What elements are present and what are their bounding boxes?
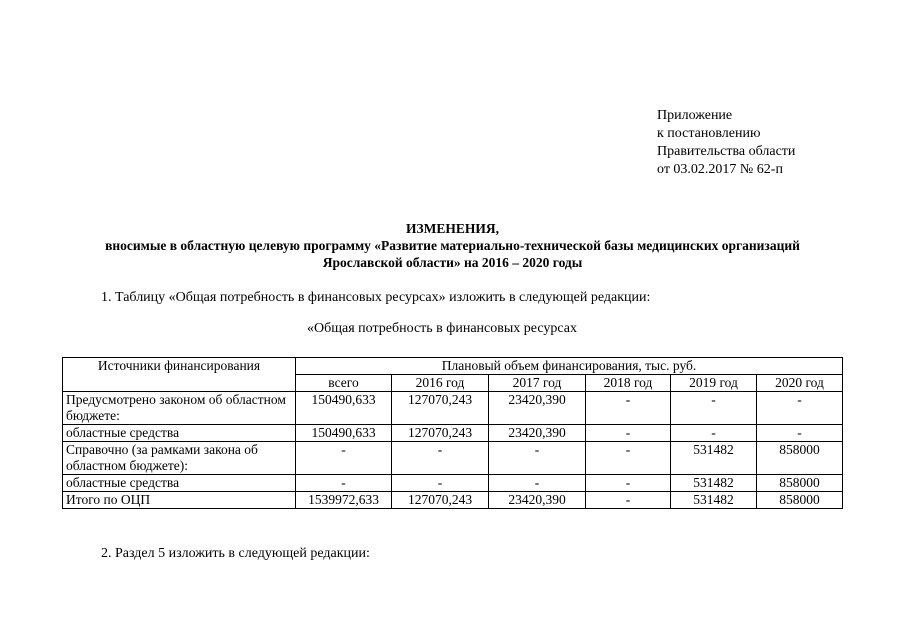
title-line: вносимые в областную целевую программу «Развитие материально-технической базы медицинских организаций bbox=[105, 238, 800, 253]
column-header: 2016 год bbox=[392, 375, 489, 392]
cell-value: - bbox=[757, 425, 843, 442]
cell-value: - bbox=[757, 392, 843, 425]
cell-value: 127070,243 bbox=[392, 392, 489, 425]
cell-value: 1539972,633 bbox=[296, 492, 392, 509]
title-line: Ярославской области» на 2016 – 2020 годы bbox=[322, 255, 583, 270]
row-label: Предусмотрено законом об областном бюджете: bbox=[63, 392, 296, 425]
appendix-line: Приложение bbox=[657, 108, 733, 123]
appendix-line: от 03.02.2017 № 62-п bbox=[657, 162, 783, 177]
cell-value: 23420,390 bbox=[489, 425, 586, 442]
cell-value: 127070,243 bbox=[392, 425, 489, 442]
cell-value: - bbox=[586, 425, 671, 442]
plan-header: Плановый объем финансирования, тыс. руб. bbox=[296, 358, 843, 375]
cell-value: 23420,390 bbox=[489, 392, 586, 425]
appendix-note bbox=[657, 107, 795, 179]
cell-value: 531482 bbox=[671, 475, 757, 492]
table-row bbox=[63, 492, 843, 509]
cell-value: 858000 bbox=[757, 442, 843, 475]
document-title bbox=[0, 220, 905, 271]
cell-value: 127070,243 bbox=[392, 492, 489, 509]
column-header: 2020 год bbox=[757, 375, 843, 392]
row-label: областные средства bbox=[63, 475, 296, 492]
financing-table bbox=[62, 357, 843, 509]
row-label: Итого по ОЦП bbox=[63, 492, 296, 509]
column-header: 2017 год bbox=[489, 375, 586, 392]
cell-value: 531482 bbox=[671, 442, 757, 475]
cell-value: - bbox=[586, 475, 671, 492]
cell-value: 858000 bbox=[757, 492, 843, 509]
source-header: Источники финансирования bbox=[63, 358, 296, 392]
table-header-row bbox=[63, 358, 843, 375]
cell-value: 858000 bbox=[757, 475, 843, 492]
table-row bbox=[63, 475, 843, 492]
column-header: всего bbox=[296, 375, 392, 392]
cell-value: - bbox=[296, 442, 392, 475]
cell-value: - bbox=[392, 475, 489, 492]
cell-value: - bbox=[586, 442, 671, 475]
cell-value: - bbox=[489, 442, 586, 475]
table-row bbox=[63, 442, 843, 475]
column-header: 2018 год bbox=[586, 375, 671, 392]
cell-value: - bbox=[392, 442, 489, 475]
row-label: Справочно (за рамками закона об областном бюджете): bbox=[63, 442, 296, 475]
paragraph-1: 1. Таблицу «Общая потребность в финансовых ресурсах» изложить в следующей редакции: bbox=[101, 290, 651, 305]
cell-value: - bbox=[296, 475, 392, 492]
column-header: 2019 год bbox=[671, 375, 757, 392]
cell-value: 23420,390 bbox=[489, 492, 586, 509]
table-title: «Общая потребность в финансовых ресурсах bbox=[307, 321, 577, 336]
cell-value: 150490,633 bbox=[296, 425, 392, 442]
cell-value: - bbox=[671, 392, 757, 425]
cell-value: 531482 bbox=[671, 492, 757, 509]
cell-value: - bbox=[671, 425, 757, 442]
appendix-line: к постановлению bbox=[657, 126, 761, 141]
cell-value: - bbox=[489, 475, 586, 492]
cell-value: - bbox=[586, 392, 671, 425]
title-heading: ИЗМЕНЕНИЯ, bbox=[405, 221, 499, 236]
row-label: областные средства bbox=[63, 425, 296, 442]
cell-value: 150490,633 bbox=[296, 392, 392, 425]
table-row bbox=[63, 425, 843, 442]
table-row bbox=[63, 392, 843, 425]
cell-value: - bbox=[586, 492, 671, 509]
paragraph-2: 2. Раздел 5 изложить в следующей редакции: bbox=[101, 546, 370, 561]
appendix-line: Правительства области bbox=[657, 144, 796, 159]
